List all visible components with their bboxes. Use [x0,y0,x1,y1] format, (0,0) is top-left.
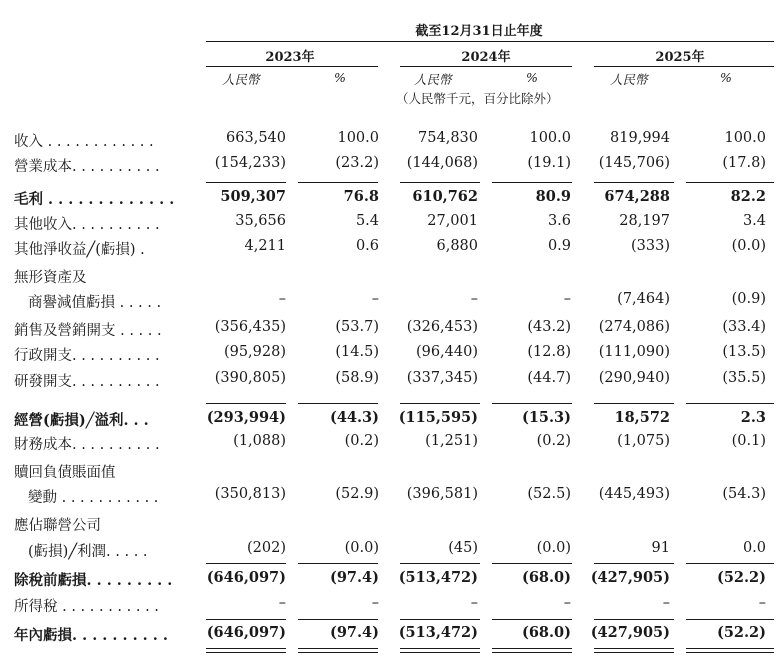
row-value: 819,994 [610,130,670,146]
row-value: 0.6 [355,238,379,254]
row-value: (293,994) [206,409,286,426]
row-label: 變動 . . . . . . . . . . . [28,490,159,506]
subtotal-rule [400,563,480,564]
subtotal-rule [594,182,674,183]
row-value: – [470,595,478,611]
row-value: (145,706) [598,155,670,171]
subtotal-rule [492,563,572,564]
table-row [0,569,778,591]
row-value: (45) [448,540,478,556]
row-value: – [371,291,379,307]
year-2023: 2023年 [265,50,315,65]
row-value: – [662,595,670,611]
row-label: 商譽減值虧損 . . . . . [28,295,162,311]
row-value: 2.3 [740,409,766,426]
row-value: (0.0) [344,540,379,556]
table-row [0,595,778,617]
subtotal-rule [298,619,378,620]
table-row [0,266,778,288]
table-row [0,461,778,483]
row-value: (68.0) [521,569,571,586]
subtotal-rule [206,403,286,404]
row-value: (12.8) [527,344,571,360]
row-value: (1,251) [425,433,478,449]
row-value: 91 [651,540,670,556]
table-row [0,238,778,260]
row-value: (54.3) [722,486,766,502]
row-value: (1,088) [233,433,286,449]
row-value: (333) [631,238,670,254]
subtotal-rule [594,563,674,564]
row-value: (0.2) [536,433,571,449]
row-value: (0.0) [536,540,571,556]
row-value: (44.3) [329,409,379,426]
row-value: (58.9) [335,370,379,386]
double-underline [298,648,378,653]
table-row [0,213,778,235]
subtotal-rule [594,403,674,404]
row-value: (513,472) [398,569,478,586]
row-label: 銷售及營銷開支 . . . . . [14,323,162,339]
year-2024-underline [400,66,572,67]
row-value: (144,068) [406,155,478,171]
row-value: 80.9 [535,188,571,205]
row-label: 行政開支. . . . . . . . . . [14,348,160,364]
row-value: (326,453) [406,319,478,335]
row-value: (445,493) [598,486,670,502]
table-row [0,409,778,431]
unit-note: （人民幣千元，百分比除外） [396,91,559,106]
row-value: (52.2) [716,569,766,586]
row-value: (427,905) [590,624,670,641]
subtotal-rule [594,619,674,620]
row-value: (43.2) [527,319,571,335]
row-label: 無形資產及 [14,270,87,286]
subtotal-rule [686,563,774,564]
table-row [0,155,778,177]
row-value: – [563,291,571,307]
table-row [0,319,778,341]
table-row [0,514,778,536]
row-value: 27,001 [427,213,478,229]
row-value: (115,595) [398,409,478,426]
year-2025: 2025年 [655,50,705,65]
row-value: 100.0 [529,130,571,146]
row-value: (0.9) [731,291,766,307]
percent-2023: % [334,70,346,85]
row-value: (97.4) [329,624,379,641]
subtotal-rule [206,182,286,183]
currency-2025: 人民幣 [610,72,648,87]
row-value: 610,762 [412,188,478,205]
row-value: 100.0 [724,130,766,146]
subtotal-rule [206,619,286,620]
row-label: 毛利 . . . . . . . . . . . . . [14,191,175,208]
row-value: 18,572 [614,409,670,426]
row-value: – [371,595,379,611]
row-value: 0.0 [742,540,766,556]
period-header: 截至12月31日止年度 [415,24,543,39]
row-value: 28,197 [619,213,670,229]
row-label: 營業成本. . . . . . . . . . [14,159,160,175]
row-value: 5.4 [355,213,379,229]
row-value: (0.1) [731,433,766,449]
row-value: 76.8 [343,188,379,205]
row-value: (95,928) [223,344,286,360]
row-value: (52.5) [527,486,571,502]
row-label: 研發開支. . . . . . . . . . [14,374,160,390]
subtotal-rule [492,403,572,404]
subtotal-rule [400,619,480,620]
row-label: 年內虧損. . . . . . . . . . [14,627,168,644]
row-value: (7,464) [617,291,670,307]
row-label: 應佔聯營公司 [14,518,101,534]
subtotal-rule [400,403,480,404]
row-value: (0.2) [344,433,379,449]
row-value: (53.7) [335,319,379,335]
subtotal-rule [298,403,378,404]
double-underline [686,648,774,653]
table-row [0,370,778,392]
row-value: (111,090) [598,344,670,360]
row-value: 0.9 [547,238,571,254]
subtotal-rule [686,182,774,183]
subtotal-rule [400,182,480,183]
row-value: (154,233) [214,155,286,171]
row-label: 經營(虧損)╱溢利. . . [14,412,149,429]
row-value: (97.4) [329,569,379,586]
row-value: (427,905) [590,569,670,586]
row-value: (356,435) [214,319,286,335]
row-value: (513,472) [398,624,478,641]
row-value: (396,581) [406,486,478,502]
subtotal-rule [206,563,286,564]
double-underline [206,648,286,653]
row-value: (390,805) [214,370,286,386]
row-value: (15.3) [521,409,571,426]
row-value: 674,288 [604,188,670,205]
double-underline [594,648,674,653]
row-value: (1,075) [617,433,670,449]
row-value: – [563,595,571,611]
subtotal-rule [492,182,572,183]
row-value: (52.2) [716,624,766,641]
row-value: (33.4) [722,319,766,335]
row-value: (44.7) [527,370,571,386]
row-value: (646,097) [206,624,286,641]
year-2023-underline [206,66,378,67]
table-row [0,540,778,562]
row-value: – [278,291,286,307]
row-value: 100.0 [337,130,379,146]
row-value: 663,540 [226,130,286,146]
double-underline [492,648,572,653]
row-value: 6,880 [436,238,478,254]
row-value: (96,440) [415,344,478,360]
row-value: (19.1) [527,155,571,171]
currency-2023: 人民幣 [222,72,260,87]
row-value: – [758,595,766,611]
period-underline [206,41,774,42]
row-value: (337,345) [406,370,478,386]
subtotal-rule [298,563,378,564]
row-value: (14.5) [335,344,379,360]
row-value: 3.6 [547,213,571,229]
row-value: (646,097) [206,569,286,586]
row-value: (274,086) [598,319,670,335]
row-value: (35.5) [722,370,766,386]
row-value: (68.0) [521,624,571,641]
row-label: 其他淨收益╱(虧損) . [14,242,145,258]
row-value: – [278,595,286,611]
subtotal-rule [492,619,572,620]
subtotal-rule [686,619,774,620]
row-value: 4,211 [244,238,286,254]
subtotal-rule [686,403,774,404]
row-value: (17.8) [722,155,766,171]
row-label: 贖回負債賬面值 [14,465,116,481]
table-row [0,624,778,646]
table-row [0,344,778,366]
row-label: 財務成本. . . . . . . . . . [14,437,160,453]
row-label: 除稅前虧損. . . . . . . . . [14,572,173,589]
row-value: (52.9) [335,486,379,502]
row-value: 35,656 [235,213,286,229]
row-value: 82.2 [730,188,766,205]
row-label: 所得稅 . . . . . . . . . . . [14,599,159,615]
percent-2024: % [526,70,538,85]
year-2025-underline [594,66,774,67]
subtotal-rule [298,182,378,183]
row-label: (虧損)╱利潤. . . . . [28,544,148,560]
table-row [0,433,778,455]
table-row [0,486,778,508]
row-label: 收入 . . . . . . . . . . . . [14,134,154,150]
row-value: (0.0) [731,238,766,254]
row-value: 509,307 [220,188,286,205]
row-value: 3.4 [742,213,766,229]
currency-2024: 人民幣 [414,72,452,87]
table-row [0,130,778,152]
row-value: 754,830 [418,130,478,146]
row-value: (23.2) [335,155,379,171]
row-value: (202) [247,540,286,556]
row-value: (13.5) [722,344,766,360]
table-row [0,188,778,210]
row-value: – [470,291,478,307]
row-label: 其他收入. . . . . . . . . . [14,217,160,233]
percent-2025: % [720,70,732,85]
row-value: (350,813) [214,486,286,502]
row-value: (290,940) [598,370,670,386]
double-underline [400,648,480,653]
table-row [0,291,778,313]
year-2024: 2024年 [461,50,511,65]
